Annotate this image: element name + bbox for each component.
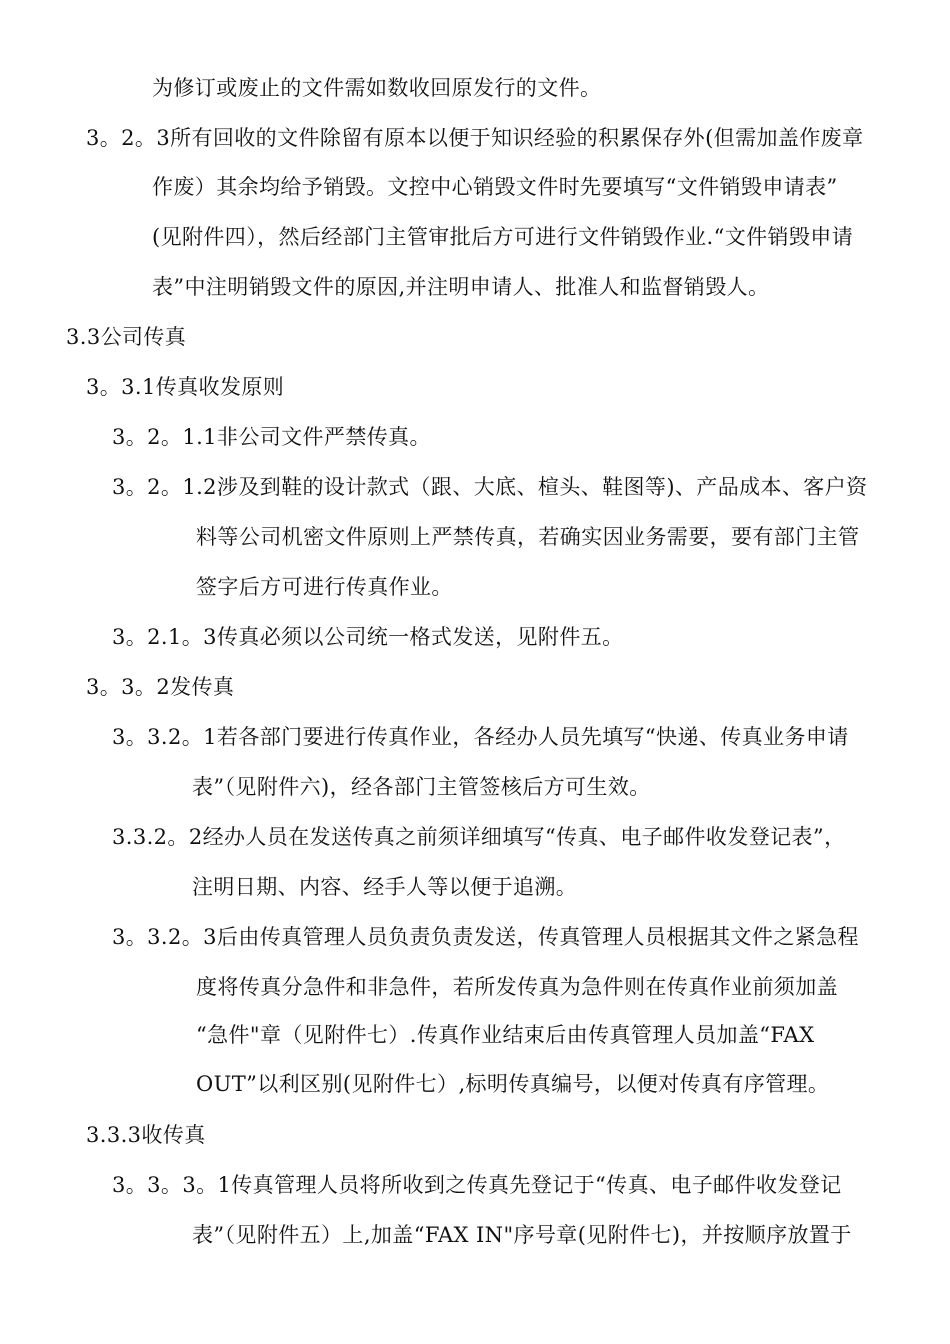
- text-line: “急件"章（见附件七）.传真作业结束后由传真管理人员加盖“FAX: [196, 1023, 815, 1047]
- text-line: OUT”以利区别(见附件七）,标明传真编号，以便对传真有序管理。: [196, 1072, 830, 1096]
- text-line: 为修订或废止的文件需如数收回原发行的文件。: [152, 76, 602, 100]
- text-line: 表”（见附件六)，经各部门主管签核后方可生效。: [192, 775, 651, 799]
- text-line: 3。3.2。1若各部门要进行传真作业，各经办人员先填写“快递、传真业务申请: [112, 725, 849, 749]
- section-heading: 3.3公司传真: [66, 325, 187, 349]
- text-line: 3。2。3所有回收的文件除留有原本以便于知识经验的积累保存外(但需加盖作废章: [86, 126, 864, 150]
- text-line: 3。3.2。3后由传真管理人员负责负责发送，传真管理人员根据其文件之紧急程: [112, 925, 859, 949]
- text-line: 作废）其余均给予销毁。文控中心销毁文件时先要填写“文件销毁申请表”: [152, 175, 838, 199]
- text-line: 3。3。3。1传真管理人员将所收到之传真先登记于“传真、电子邮件收发登记: [112, 1173, 842, 1197]
- subsection-heading: 3。3.1传真收发原则: [86, 375, 285, 399]
- subsection-heading: 3。3。2发传真: [86, 675, 235, 699]
- text-line: 注明日期、内容、经手人等以便于追溯。: [192, 875, 578, 899]
- text-line: 3。2。1.2涉及到鞋的设计款式（跟、大底、楦头、鞋图等)、产品成本、客户资: [112, 475, 868, 499]
- text-line: 度将传真分急件和非急件，若所发传真为急件则在传真作业前须加盖: [196, 975, 838, 999]
- text-line: 3。2。1.1非公司文件严禁传真。: [112, 425, 431, 449]
- text-line: 3。2.1。3传真必须以公司统一格式发送，见附件五。: [112, 625, 624, 649]
- text-line: 表”中注明销毁文件的原因,并注明申请人、批准人和监督销毁人。: [152, 275, 770, 299]
- text-line: 签字后方可进行传真作业。: [196, 575, 453, 599]
- subsection-heading: 3.3.3收传真: [86, 1123, 206, 1147]
- text-line: 表”（见附件五）上,加盖“FAX IN"序号章(见附件七)，并按顺序放置于: [192, 1223, 852, 1247]
- text-line: (见附件四），然后经部门主管审批后方可进行文件销毁作业.“文件销毁申请: [152, 225, 854, 249]
- text-line: 3.3.2。2经办人员在发送传真之前须详细填写“传真、电子邮件收发登记表”，: [112, 825, 846, 849]
- text-line: 料等公司机密文件原则上严禁传真，若确实因业务需要，要有部门主管: [196, 525, 860, 549]
